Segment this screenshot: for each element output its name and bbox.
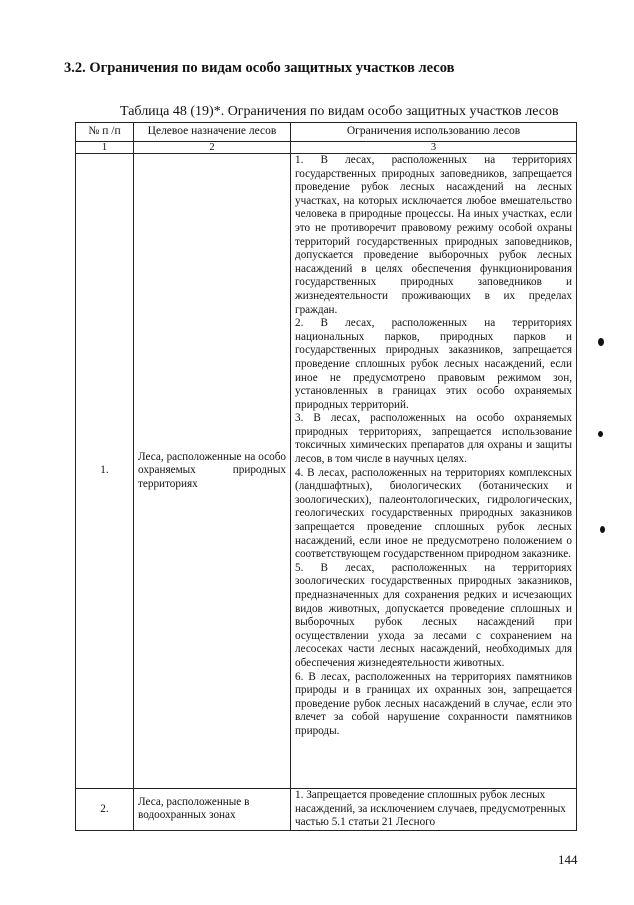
restriction-item: 3. В лесах, расположенных на особо охраняемых природных территориях, запрещается использование токсичных химических препаратов для охраны и защиты лесов, в том числе в научных целях. [295, 412, 572, 466]
row-restrictions [291, 154, 577, 789]
section-heading: 3.2. Ограничения по видам особо защитных участков лесов [64, 60, 455, 76]
table-caption: Таблица 48 (19)*. Ограничения по видам особо защитных участков лесов [120, 104, 559, 119]
table-row [76, 789, 577, 831]
restriction-item: 1. В лесах, расположенных на территориях государственных природных заповедников, запрещается проведение рубок лесных насаждений на лесных участках, на которых исключается любое вмешательство человека в природные процессы. На иных участках, если это не противоречит правовому режиму особой охраны территорий государственных природных заповедников, допускается проведение выборочных рубок лесных насаждений в целях обеспечения функционирования государственных природных заповедников и жизнедеятельности проживающих в их пределах граждан. [295, 154, 572, 316]
binder-hole-mark [598, 338, 604, 346]
restriction-item: 4. В лесах, расположенных на территориях комплексных (ландшафтных), биологических (ботанических и зоологических), палеонтологических, гидрологических, геологических государственных природных заказников запрещается проведение сплошных рубок лесных насаждений, если иное не предусмотрено положением о соответствующем государственном природном заказнике. [295, 466, 572, 561]
restriction-item: 1. Запрещается проведение сплошных рубок лесных насаждений, за исключением случаев, предусмотренных частью 5.1 статьи 21 Лесного [295, 789, 566, 829]
column-number: 1 [76, 142, 134, 154]
header-purpose: Целевое назначение лесов [134, 123, 291, 142]
column-number: 2 [134, 142, 291, 154]
table-row [76, 154, 577, 789]
row-purpose: Леса, расположенные на особо охраняемых природных территориях [134, 154, 291, 789]
restriction-item: 6. В лесах, расположенных на территориях памятников природы и в границах их охранных зон, запрещается проведение рубок лесных насаждений в случае, если это влечет за собой нарушение сохранности памятников природы. [295, 670, 572, 737]
restriction-item: 5. В лесах, расположенных на территориях зоологических государственных природных заказников, предназначенных для сохранения редких и исчезающих видов животных, допускается проведение сплошных и выборочных рубок лесных насаждений при осуществлении ухода за лесами с сохранением на лесосеках части лесных насаждений, необходимых для обеспечения жизнедеятельности животных. [295, 561, 572, 669]
header-restrictions: Ограничения использованию лесов [291, 123, 577, 142]
column-number: 3 [291, 142, 577, 154]
page-number: 144 [558, 852, 578, 867]
row-number: 1. [76, 154, 134, 789]
binder-hole-mark [600, 526, 605, 533]
table-header-row [76, 123, 577, 142]
binder-hole-mark [598, 431, 603, 437]
row-number: 2. [76, 789, 134, 831]
header-number: № п /п [76, 123, 134, 142]
restriction-item: 2. В лесах, расположенных на территориях национальных парков, природных парков и государственных природных заказников, запрещается проведение сплошных рубок лесных насаждений, если иное не предусмотрено правовым режимом зон, установленных в границах этих особо охраняемых природных территорий. [295, 317, 572, 411]
row-restrictions [291, 789, 577, 831]
column-number-row [76, 142, 577, 154]
row-purpose: Леса, расположенные в водоохранных зонах [134, 789, 291, 831]
restrictions-table [75, 122, 577, 831]
